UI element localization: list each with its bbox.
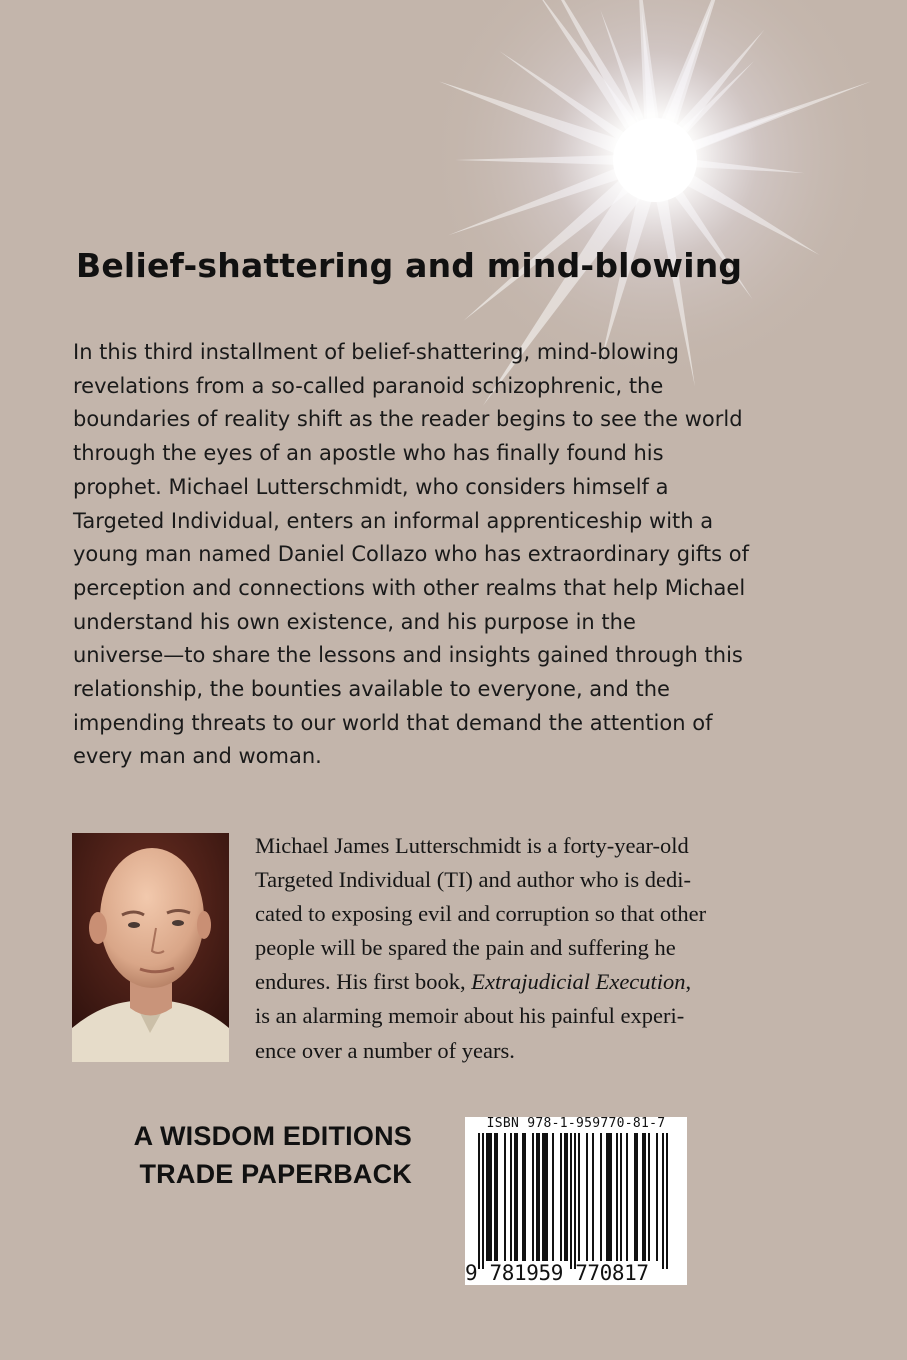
barcode-bar — [634, 1133, 636, 1261]
bio-text: endures. His first book, — [255, 969, 472, 995]
barcode-bar — [620, 1133, 622, 1261]
barcode-bar — [486, 1133, 488, 1261]
description-line: understand his own existence, and his purpose in the — [73, 609, 636, 634]
author-portrait — [72, 833, 229, 1062]
description-line: every man and woman. — [73, 744, 322, 769]
description-line: universe—to share the lessons and insights gained through this — [73, 643, 743, 668]
barcode-bar — [482, 1133, 484, 1269]
barcode-bar — [542, 1133, 544, 1261]
barcode-bar — [648, 1133, 650, 1261]
barcode-bar — [504, 1133, 506, 1261]
imprint-line: TRADE PAPERBACK — [139, 1159, 412, 1189]
description-line: impending threats to our world that demand the attention of — [73, 710, 713, 735]
description-line: relationship, the bounties available to everyone, and the — [73, 677, 670, 702]
barcode-bar — [522, 1133, 524, 1261]
barcode-bar — [532, 1133, 534, 1261]
barcode-bar — [516, 1133, 518, 1261]
author-bio — [255, 829, 855, 1068]
book-description — [73, 336, 863, 774]
isbn-barcode — [465, 1117, 687, 1285]
barcode-bar — [644, 1133, 646, 1261]
bio-line: Targeted Individual (TI) and author who is dedi- — [255, 867, 692, 893]
description-line: Targeted Individual, enters an informal apprenticeship with a — [73, 508, 714, 533]
bio-text: , — [685, 969, 692, 995]
barcode-bar — [536, 1133, 538, 1261]
barcode-bar — [496, 1133, 498, 1261]
barcode-bar — [510, 1133, 512, 1261]
barcode-bar — [642, 1133, 644, 1261]
barcode-bar — [560, 1133, 562, 1261]
barcode-bar — [552, 1133, 554, 1261]
barcode-bar — [524, 1133, 526, 1261]
barcode-bar — [494, 1133, 496, 1261]
barcode-bar — [616, 1133, 618, 1261]
bio-line: is an alarming memoir about his painful experi- — [255, 1003, 685, 1029]
first-book-title: Extrajudicial Execution — [471, 969, 686, 995]
barcode-bar — [544, 1133, 546, 1261]
barcode-bar — [538, 1133, 540, 1261]
description-line: perception and connections with other realms that help Michael — [73, 575, 746, 600]
description-line: through the eyes of an apostle who has finally found his — [73, 441, 664, 466]
description-line: revelations from a so-called paranoid schizophrenic, the — [73, 373, 664, 398]
barcode-bar — [610, 1133, 612, 1261]
description-line: young man named Daniel Collazo who has extraordinary gifts of — [73, 542, 749, 567]
barcode-bar — [546, 1133, 548, 1261]
barcode-bar — [570, 1133, 572, 1269]
bio-line: people will be spared the pain and suffering he — [255, 935, 676, 961]
barcode-bar — [608, 1133, 610, 1261]
barcode-bar — [586, 1133, 588, 1261]
cover-heading: Belief-shattering and mind-blowing — [76, 246, 743, 285]
description-line: prophet. Michael Lutterschmidt, who considers himself a — [73, 474, 669, 499]
bio-line: cated to exposing evil and corruption so that other — [255, 901, 707, 927]
imprint-line: A WISDOM EDITIONS — [133, 1121, 412, 1151]
barcode-bar — [564, 1133, 566, 1261]
bio-line: ence over a number of years. — [255, 1037, 515, 1063]
isbn-label: ISBN 978-1-959770-81-7 — [486, 1116, 666, 1131]
barcode-bar — [600, 1133, 602, 1261]
barcode-bar — [656, 1133, 658, 1261]
barcode-bar — [566, 1133, 568, 1261]
barcode-bar — [636, 1133, 638, 1261]
barcode-bar — [488, 1133, 490, 1261]
barcode-bar — [626, 1133, 628, 1261]
publisher-imprint — [100, 1117, 412, 1193]
barcode-bar — [514, 1133, 516, 1261]
barcode-bar — [662, 1133, 664, 1269]
barcode-bar — [606, 1133, 608, 1261]
description-line: boundaries of reality shift as the reader begins to see the world — [73, 407, 743, 432]
bio-line: Michael James Lutterschmidt is a forty-year-old — [255, 833, 689, 858]
barcode-bar — [666, 1133, 668, 1269]
barcode-bar — [574, 1133, 576, 1269]
description-line: In this third installment of belief-shattering, mind-blowing — [73, 340, 679, 364]
barcode-bar — [478, 1133, 480, 1269]
barcode-bar — [578, 1133, 580, 1261]
bio-line — [255, 965, 855, 999]
barcode-bars — [465, 1117, 687, 1285]
barcode-bar — [490, 1133, 492, 1261]
ean-digits: 9 781959 770817 — [465, 1261, 649, 1285]
barcode-bar — [592, 1133, 594, 1261]
